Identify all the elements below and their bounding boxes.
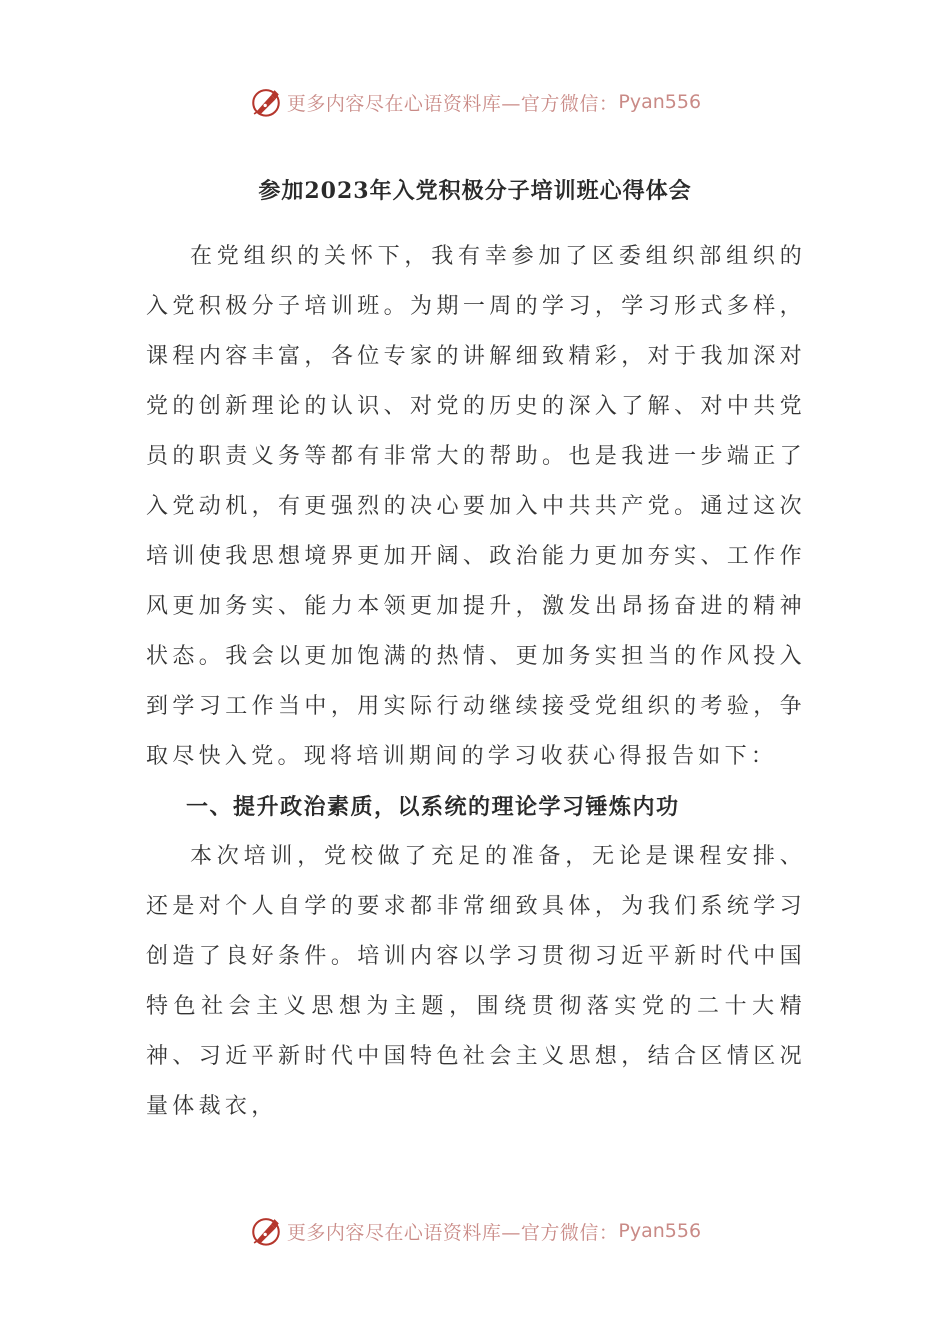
pen-nib-logo-icon bbox=[249, 1214, 283, 1248]
header-banner-text: 更多内容尽在心语资料库—官方微信： bbox=[286, 92, 619, 115]
section-paragraph: 本次培训，党校做了充足的准备，无论是课程安排、还是对个人自学的要求都非常细致具体，为我们系统学习创造了良好条件。培训内容以学习贯彻习近平新时代中国特色社会主义思想为主题，围绕贯彻落实党的二十大精神、习近平新时代中国特色社会主义思想，结合区情区况量体裁衣， bbox=[146, 844, 806, 1119]
footer-banner-text: 更多内容尽在心语资料库—官方微信： bbox=[286, 1221, 619, 1244]
intro-paragraph: 在党组织的关怀下，我有幸参加了区委组织部组织的入党积极分子培训班。为期一周的学习，学习形式多样，课程内容丰富，各位专家的讲解细致精彩，对于我加深对党的创新理论的认识、对党的历史的深入了解、对中共党员的职责义务等都有非常大的帮助。也是我进一步端正了入党动机，有更强烈的决心要加入中共共产党。通过这次培训使我思想境界更加开阔、政治能力更加夯实、工作作风更加务实、能力本领更加提升，激发出昂扬奋进的精神状态。我会以更加饱满的热情、更加务实担当的作风投入到学习工作当中，用实际行动继续接受党组织的考验，争取尽快入党。现将培训期间的学习收获心得报告如下： bbox=[146, 244, 806, 769]
footer-banner bbox=[0, 1211, 950, 1251]
section-heading: 一、提升政治素质，以系统的理论学习锤炼内功 bbox=[186, 794, 680, 820]
document-body bbox=[146, 232, 806, 1132]
footer-banner-id: Pyan556 bbox=[618, 1220, 702, 1242]
header-banner-id: Pyan556 bbox=[618, 91, 702, 113]
pen-nib-logo-icon bbox=[249, 85, 283, 119]
document-title: 参加2023年入党积极分子培训班心得体会 bbox=[258, 178, 692, 204]
header-banner bbox=[0, 82, 950, 122]
